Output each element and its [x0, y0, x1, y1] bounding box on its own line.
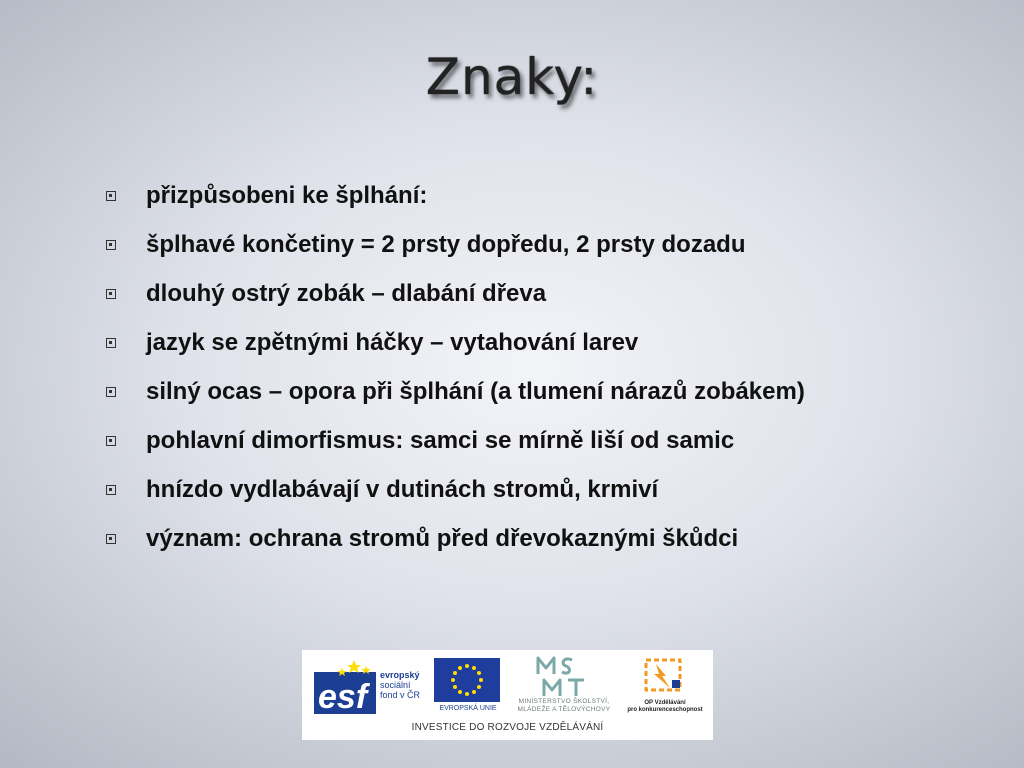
square-bullet-icon: [106, 289, 116, 299]
square-bullet-icon: [106, 338, 116, 348]
bullet-text: silný ocas – opora při šplhání (a tlumení nárazů zobákem): [146, 377, 805, 405]
list-item: [106, 465, 805, 514]
list-item: [106, 514, 805, 563]
bullet-text: jazyk se zpětnými háčky – vytahování larev: [146, 328, 639, 356]
op-logo-icon: [642, 656, 686, 696]
eu-flag-icon: [434, 658, 500, 702]
list-item: [106, 220, 805, 269]
list-item: [106, 318, 805, 367]
list-item: [106, 416, 805, 465]
square-bullet-icon: [106, 191, 116, 201]
funding-logo-banner: [302, 650, 713, 740]
square-bullet-icon: [106, 485, 116, 495]
msmt-label-line: MLÁDEŽE A TĚLOVÝCHOVY: [517, 706, 611, 713]
bullet-text: přizpůsobeni ke šplhání:: [146, 181, 428, 209]
square-bullet-icon: [106, 240, 116, 250]
bullet-text: dlouhý ostrý zobák – dlabání dřeva: [146, 279, 547, 307]
list-item: [106, 269, 805, 318]
bullet-text: pohlavní dimorfismus: samci se mírně liší od samic: [146, 426, 735, 454]
esf-label-line: evropský: [380, 670, 420, 680]
msmt-label: [505, 698, 623, 714]
bullet-text: hnízdo vydlabávají v dutinách stromů, krmiví: [146, 475, 659, 503]
bullet-text: význam: ochrana stromů před dřevokaznými škůdci: [146, 524, 739, 552]
slide-title: Znaky:: [425, 48, 599, 106]
list-item: [106, 367, 805, 416]
svg-text:esf: esf: [318, 678, 368, 714]
bullet-text: šplhavé končetiny = 2 prsty dopředu, 2 prsty dozadu: [146, 230, 746, 258]
bullet-list: [106, 171, 805, 563]
square-bullet-icon: [106, 436, 116, 446]
square-bullet-icon: [106, 387, 116, 397]
msmt-label-line: MINISTERSTVO ŠKOLSTVÍ,: [518, 698, 610, 705]
esf-label-line: fond v ČR: [380, 690, 421, 700]
msmt-logo-icon: [534, 654, 594, 700]
esf-label-line: sociální: [380, 680, 411, 690]
list-item: [106, 171, 805, 220]
op-label: [624, 700, 706, 714]
op-label-line: OP Vzdělávání: [644, 700, 686, 706]
square-bullet-icon: [106, 534, 116, 544]
op-label-line: pro konkurenceschopnost: [627, 707, 703, 713]
eu-label: EVROPSKÁ UNIE: [439, 705, 497, 712]
esf-logo-icon: [314, 658, 376, 714]
esf-label: [380, 670, 420, 700]
banner-caption: INVESTICE DO ROZVOJE VZDĚLÁVÁNÍ: [411, 722, 604, 733]
